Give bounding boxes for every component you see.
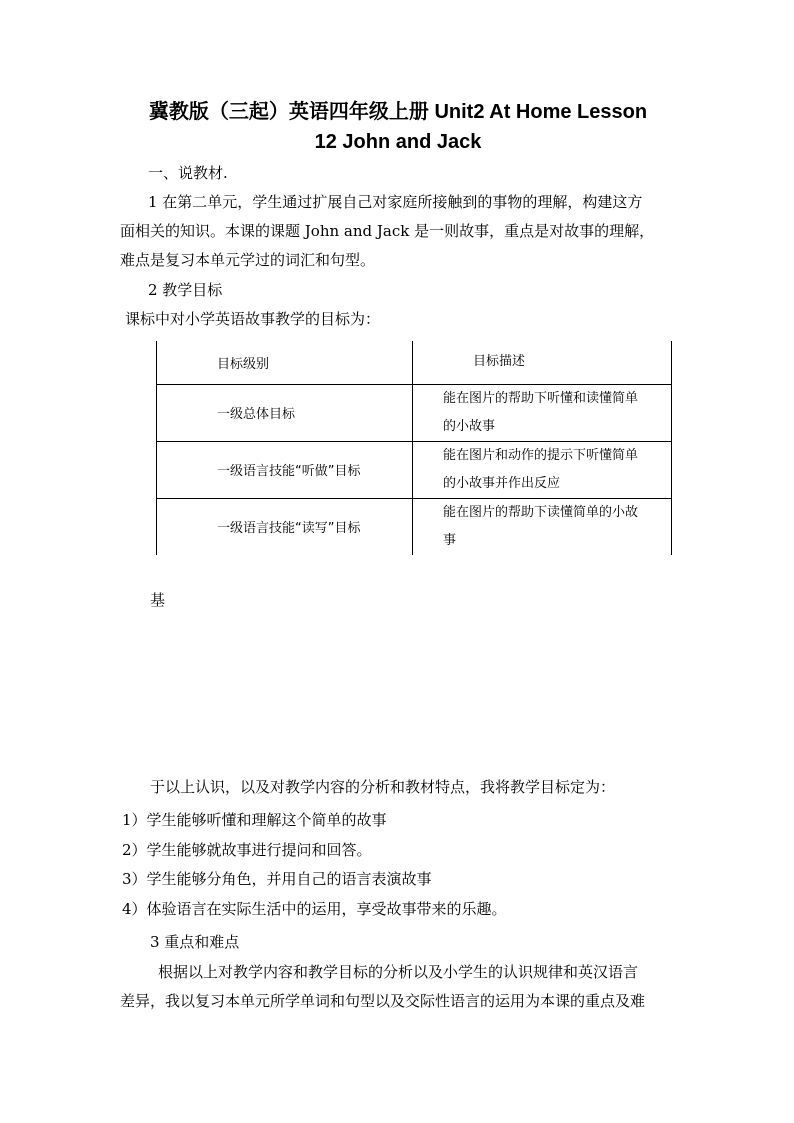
paragraph-line: 于以上认识，以及对教学内容的分析和教材特点，我将教学目标定为： [150, 778, 616, 796]
table-row [157, 441, 672, 498]
goal-description: 能在图片的帮助下读懂简单的小故 事 [413, 498, 672, 555]
goal-description: 能在图片和动作的提示下听懂简单 的小故事并作出反应 [413, 441, 672, 498]
header-level: 目标级别 [157, 341, 413, 384]
goal-description: 能在图片的帮助下听懂和读懂简单 的小故事 [413, 384, 672, 441]
goal-level: 一级总体目标 [157, 384, 413, 441]
section-heading-goals: 2 教学目标 [148, 281, 223, 299]
paragraph-line: 难点是复习本单元学过的词汇和句型。 [120, 251, 376, 269]
table-header-row [157, 341, 672, 384]
orphan-character: 基 [150, 591, 166, 609]
table-intro: 课标中对小学英语故事教学的目标为： [125, 310, 381, 328]
table-row [157, 384, 672, 441]
header-description: 目标描述 [413, 341, 672, 384]
objective-item: 3）学生能够分角色，并用自己的语言表演故事 [122, 870, 432, 888]
paragraph-line: 1 在第二单元，学生通过扩展自己对家庭所接触到的事物的理解，构建这方 [148, 193, 643, 211]
paragraph-line: 根据以上对教学内容和教学目标的分析以及小学生的认识规律和英汉语言 [158, 963, 639, 981]
table-row [157, 498, 672, 555]
paragraph-line: 面相关的知识。本课的课题 John and Jack 是一则故事，重点是对故事的理解， [120, 222, 655, 240]
objective-item: 4）体验语言在实际生活中的运用，享受故事带来的乐趣。 [122, 900, 507, 918]
paragraph-line: 差异，我以复习本单元所学单词和句型以及交际性语言的运用为本课的重点及难 [120, 992, 646, 1010]
document-title-line-2: 12 John and Jack [314, 131, 482, 153]
objective-item: 1）学生能够听懂和理解这个简单的故事 [122, 811, 387, 829]
objective-item: 2）学生能够就故事进行提问和回答。 [122, 841, 372, 859]
section-heading-textbook: 一、说教材. [148, 164, 228, 182]
section-heading-key-points: 3 重点和难点 [150, 933, 240, 951]
goal-level: 一级语言技能“读写”目标 [157, 498, 413, 555]
goals-table [156, 341, 672, 555]
document-title-line-1: 冀教版（三起）英语四年级上册 Unit2 At Home Lesson [148, 101, 648, 123]
goal-level: 一级语言技能“听做”目标 [157, 441, 413, 498]
